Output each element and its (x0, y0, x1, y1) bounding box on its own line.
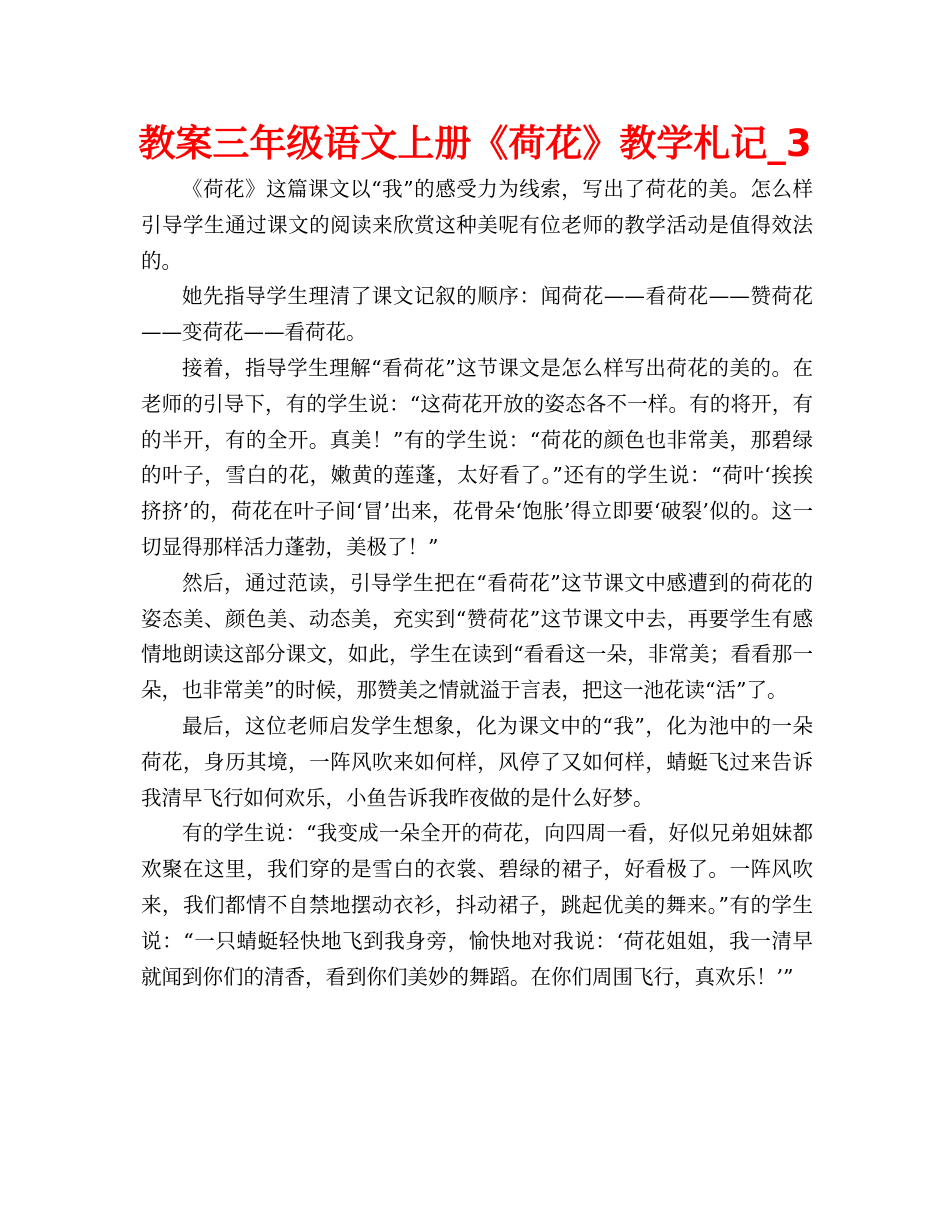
paragraph: 有的学生说：“我变成一朵全开的荷花，向四周一看，好似兄弟姐妹都欢聚在这里，我们穿的是雪白的衣裳、碧绿的裙子，好看极了。一阵风吹来，我们都情不自禁地摆动衣衫，抖动裙子，跳起优美的舞来。”有的学生说：“一只蜻蜓轻快地飞到我身旁，愉快地对我说：‘荷花姐姐，我一清早就闻到你们的清香，看到你们美妙的舞蹈。在你们周围飞行，真欢乐！’” (141, 821, 813, 989)
paragraph: 然后，通过范读，引导学生把在“看荷花”这节课文中感遭到的荷花的姿态美、颜色美、动态美，充实到“赞荷花”这节课文中去，再要学生有感情地朗读这部分课文，如此，学生在读到“看看这一朵，非常美；看看那一朵，也非常美”的时候，那赞美之情就溢于言表，把这一池花读“活”了。 (141, 570, 813, 703)
paragraph: 《荷花》这篇课文以“我”的感受力为线索，写出了荷花的美。怎么样引导学生通过课文的阅读来欣赏这种美呢有位老师的教学活动是值得效法的。 (141, 177, 813, 273)
paragraph: 最后，这位老师启发学生想象，化为课文中的“我”，化为池中的一朵荷花，身历其境，一阵风吹来如何样，风停了又如何样，蜻蜓飞过来告诉我清早飞行如何欢乐，小鱼告诉我昨夜做的是什么好梦。 (141, 713, 813, 810)
document-title: 教案三年级语文上册《荷花》教学札记_3 (138, 122, 812, 165)
paragraph: 她先指导学生理清了课文记叙的顺序：闻荷花——看荷花——赞荷花——变荷花——看荷花。 (141, 284, 813, 345)
document-body (141, 172, 813, 995)
paragraph: 接着，指导学生理解“看荷花”这节课文是怎么样写出荷花的美的。在老师的引导下，有的学生说：“这荷花开放的姿态各不一样。有的将开，有的半开，有的全开。真美！”有的学生说：“荷花的颜色也非常美，那碧绿的叶子，雪白的花，嫩黄的莲蓬，太好看了。”还有的学生说：“荷叶‘挨挨挤挤’的，荷花在叶子间‘冒’出来，花骨朵‘饱胀’得立即要‘破裂’似的。这一切显得那样活力蓬勃，美极了！” (141, 355, 813, 559)
